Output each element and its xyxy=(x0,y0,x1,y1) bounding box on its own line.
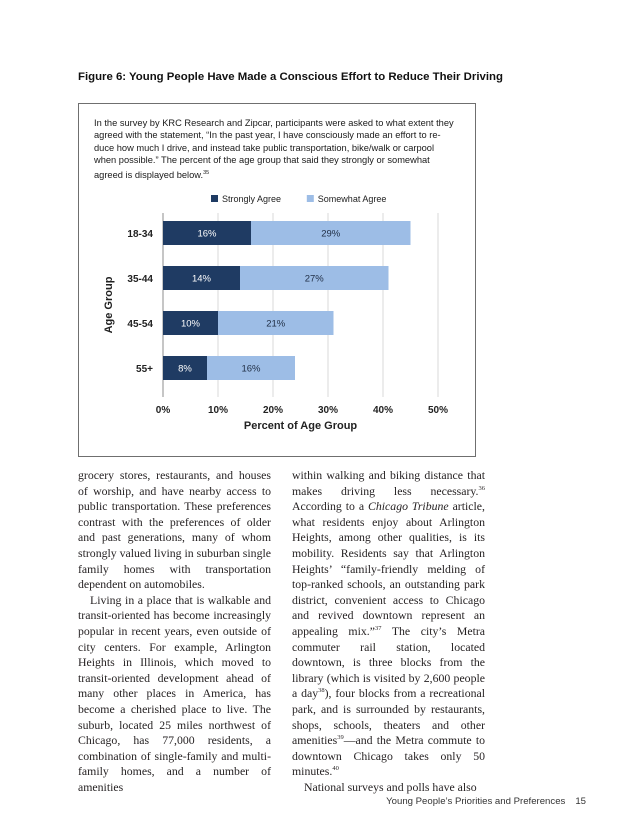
data-label: 16% xyxy=(197,228,217,240)
footnote-ref: 36 xyxy=(478,484,485,492)
category-label: 35-44 xyxy=(127,274,153,285)
text-run: National surveys and polls have also xyxy=(304,779,477,794)
footnote-ref: 37 xyxy=(374,625,382,633)
body-column-right xyxy=(292,468,485,795)
page-number: 15 xyxy=(575,796,586,807)
caption-line: agreed with the statement, “In the past year, I have consciously made an effort to re- xyxy=(94,130,441,141)
data-label: 8% xyxy=(178,363,192,375)
x-tick-label: 40% xyxy=(372,405,394,416)
x-tick-label: 50% xyxy=(427,405,449,416)
text-run: article, what residents enjoy about Arlington Heights, among other qualities, is its mobility. Residents say that Arlington Heights’ “family-friendly melding of top-ranked schools, an outstanding park district, convenient access to Chicago and revived downtown represent an appealing mix.” xyxy=(292,499,485,638)
italic-text: Chicago Tribune xyxy=(368,499,449,514)
text-run: According to a xyxy=(292,499,369,514)
footnote-ref: 40 xyxy=(332,765,339,773)
data-label: 16% xyxy=(241,363,261,375)
page-footer xyxy=(386,796,586,807)
x-axis-title: Percent of Age Group xyxy=(243,420,358,432)
paragraph xyxy=(292,780,485,796)
legend-swatch xyxy=(307,195,314,202)
body-column-left xyxy=(78,468,271,795)
data-label: 29% xyxy=(321,228,341,240)
paragraph xyxy=(78,468,271,593)
category-label: 18-34 xyxy=(127,229,153,240)
caption-line: when possible.” The percent of the age group that said they strongly or somewhat xyxy=(94,155,430,166)
stacked-bar-chart xyxy=(79,185,475,453)
data-label: 21% xyxy=(266,318,286,330)
y-axis-title: Age Group xyxy=(103,276,115,334)
legend-label: Strongly Agree xyxy=(222,194,282,204)
caption-line xyxy=(94,167,472,182)
category-label: 45-54 xyxy=(127,319,153,330)
footnote-ref: 39 xyxy=(337,734,344,742)
caption-footnote-ref: 35 xyxy=(203,169,210,176)
figure-caption xyxy=(94,117,472,181)
paragraph xyxy=(292,468,485,780)
legend-label: Somewhat Agree xyxy=(317,194,387,204)
data-label: 10% xyxy=(180,318,201,330)
text-run: ), four blocks from a recreational park, and is surrounded by restaurants, shops, schools, theaters and other amenities xyxy=(292,686,486,748)
figure-title: Figure 6: Young People Have Made a Conscious Effort to Reduce Their Driving xyxy=(78,71,503,83)
legend-swatch xyxy=(211,195,218,202)
text-run: —and the Metra commute to downtown Chicago takes only 50 minutes. xyxy=(292,733,485,779)
text-run: Living in a place that is walkable and transit-oriented has become increasingly popular in recent years, even outside of city centers. For example, Arlington Heights in Illinois, which moved to transit-oriented development ahead of many other places in America, has become a cherished place to live. The suburb, located 25 miles northwest of Chicago, has 77,000 residents, a combination of single-family and multi-family homes, and a number of amenities xyxy=(78,592,271,794)
data-label: 14% xyxy=(191,273,212,285)
data-label: 27% xyxy=(304,273,324,285)
text-run: within walking and biking distance that makes driving less necessary. xyxy=(292,468,485,498)
x-tick-label: 10% xyxy=(207,405,229,416)
paragraph xyxy=(78,593,271,796)
x-tick-label: 20% xyxy=(262,405,284,416)
x-tick-label: 0% xyxy=(155,405,171,416)
category-label: 55+ xyxy=(136,364,153,375)
caption-line: In the survey by KRC Research and Zipcar, participants were asked to what extent they xyxy=(94,118,454,128)
text-run: The city’s Metra commuter rail station, located downtown, is three blocks from the library (which is visited by 2,600 people a day xyxy=(292,623,486,701)
text-run: grocery stores, restaurants, and houses of worship, and have nearby access to public transportation. These preferences contrast with the preferences of older and past generations, many of whom strongly valued living in suburban single family homes with transportation dependent on automobiles. xyxy=(78,468,271,592)
footer-section-title: Young People’s Priorities and Preferences xyxy=(386,796,566,807)
footnote-ref: 38 xyxy=(318,687,325,695)
caption-text: agreed is displayed below. xyxy=(94,169,204,180)
caption-line: duce how much I drive, and instead take public transportation, bike/walk or carpool xyxy=(94,142,435,153)
x-tick-label: 30% xyxy=(317,405,339,416)
